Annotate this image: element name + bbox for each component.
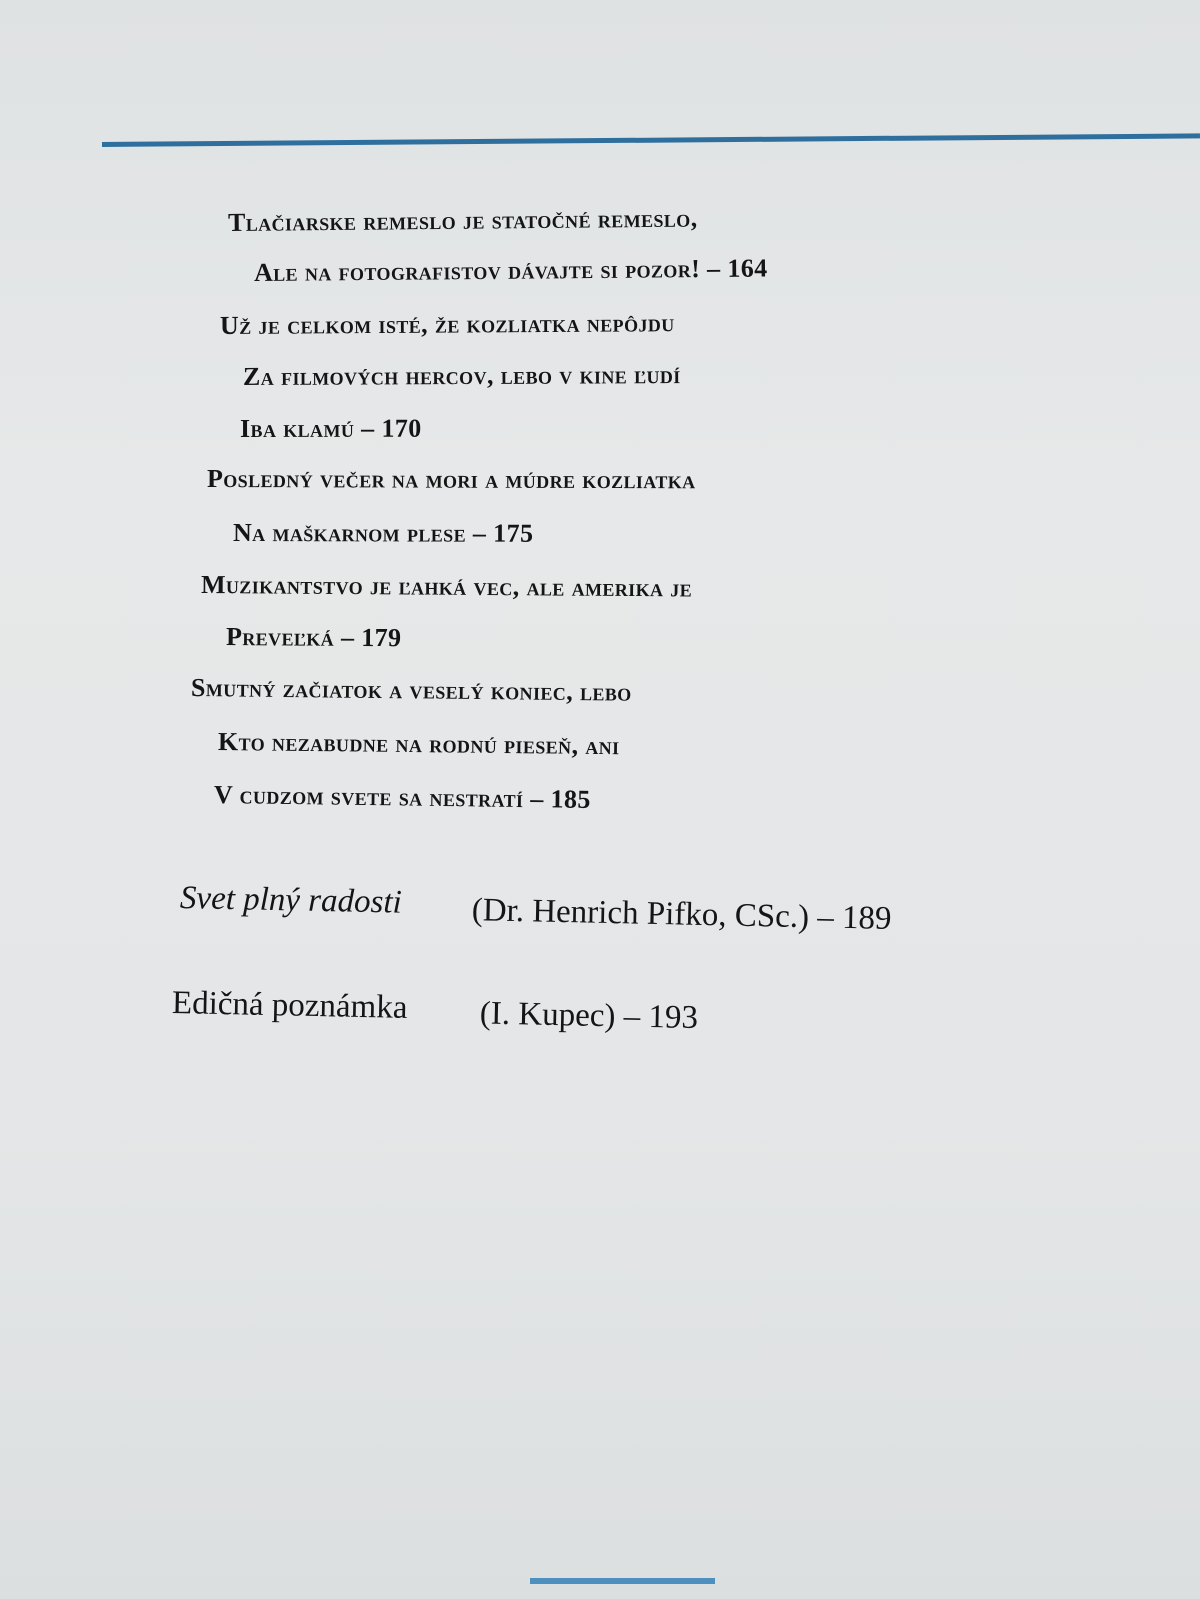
entry-title: Edičná poznámka: [171, 985, 408, 1026]
toc-line: Na maškarnom plese – 175: [232, 518, 534, 548]
bottom-rule: [530, 1578, 715, 1584]
toc-line: Kto nezabudne na rodnú pieseň, ani: [217, 727, 620, 761]
entry-title: Svet plný radosti: [179, 880, 403, 921]
toc-line: Preveľká – 179: [225, 622, 402, 653]
entry-author: (I. Kupec) – 193: [479, 995, 699, 1037]
toc-line: V cudzom svete sa nestratí – 185: [213, 780, 592, 814]
toc-entry-svet-plny-radosti: [179, 880, 892, 937]
toc-line: Tlačiarske remeslo je statočné remeslo,: [227, 203, 698, 237]
toc-line: Muzikantstvo je ľahká vec, ale amerika je: [200, 570, 693, 603]
toc-line: Ale na fotografistov dávajte si pozor! – 164: [253, 253, 768, 287]
toc-line: Smutný začiatok a veselý koniec, lebo: [190, 673, 632, 707]
toc-line: Už je celkom isté, že kozliatka nepôjdu: [219, 308, 675, 340]
toc-line: Za filmových hercov, lebo v kine ľudí: [242, 360, 681, 391]
toc-line: Iba klamú – 170: [239, 413, 422, 443]
entry-author: (Dr. Henrich Pifko, CSc.) – 189: [471, 892, 892, 937]
toc-entry-edicna-poznamka: [171, 985, 699, 1037]
toc-line: Posledný večer na mori a múdre kozliatka: [206, 464, 696, 495]
